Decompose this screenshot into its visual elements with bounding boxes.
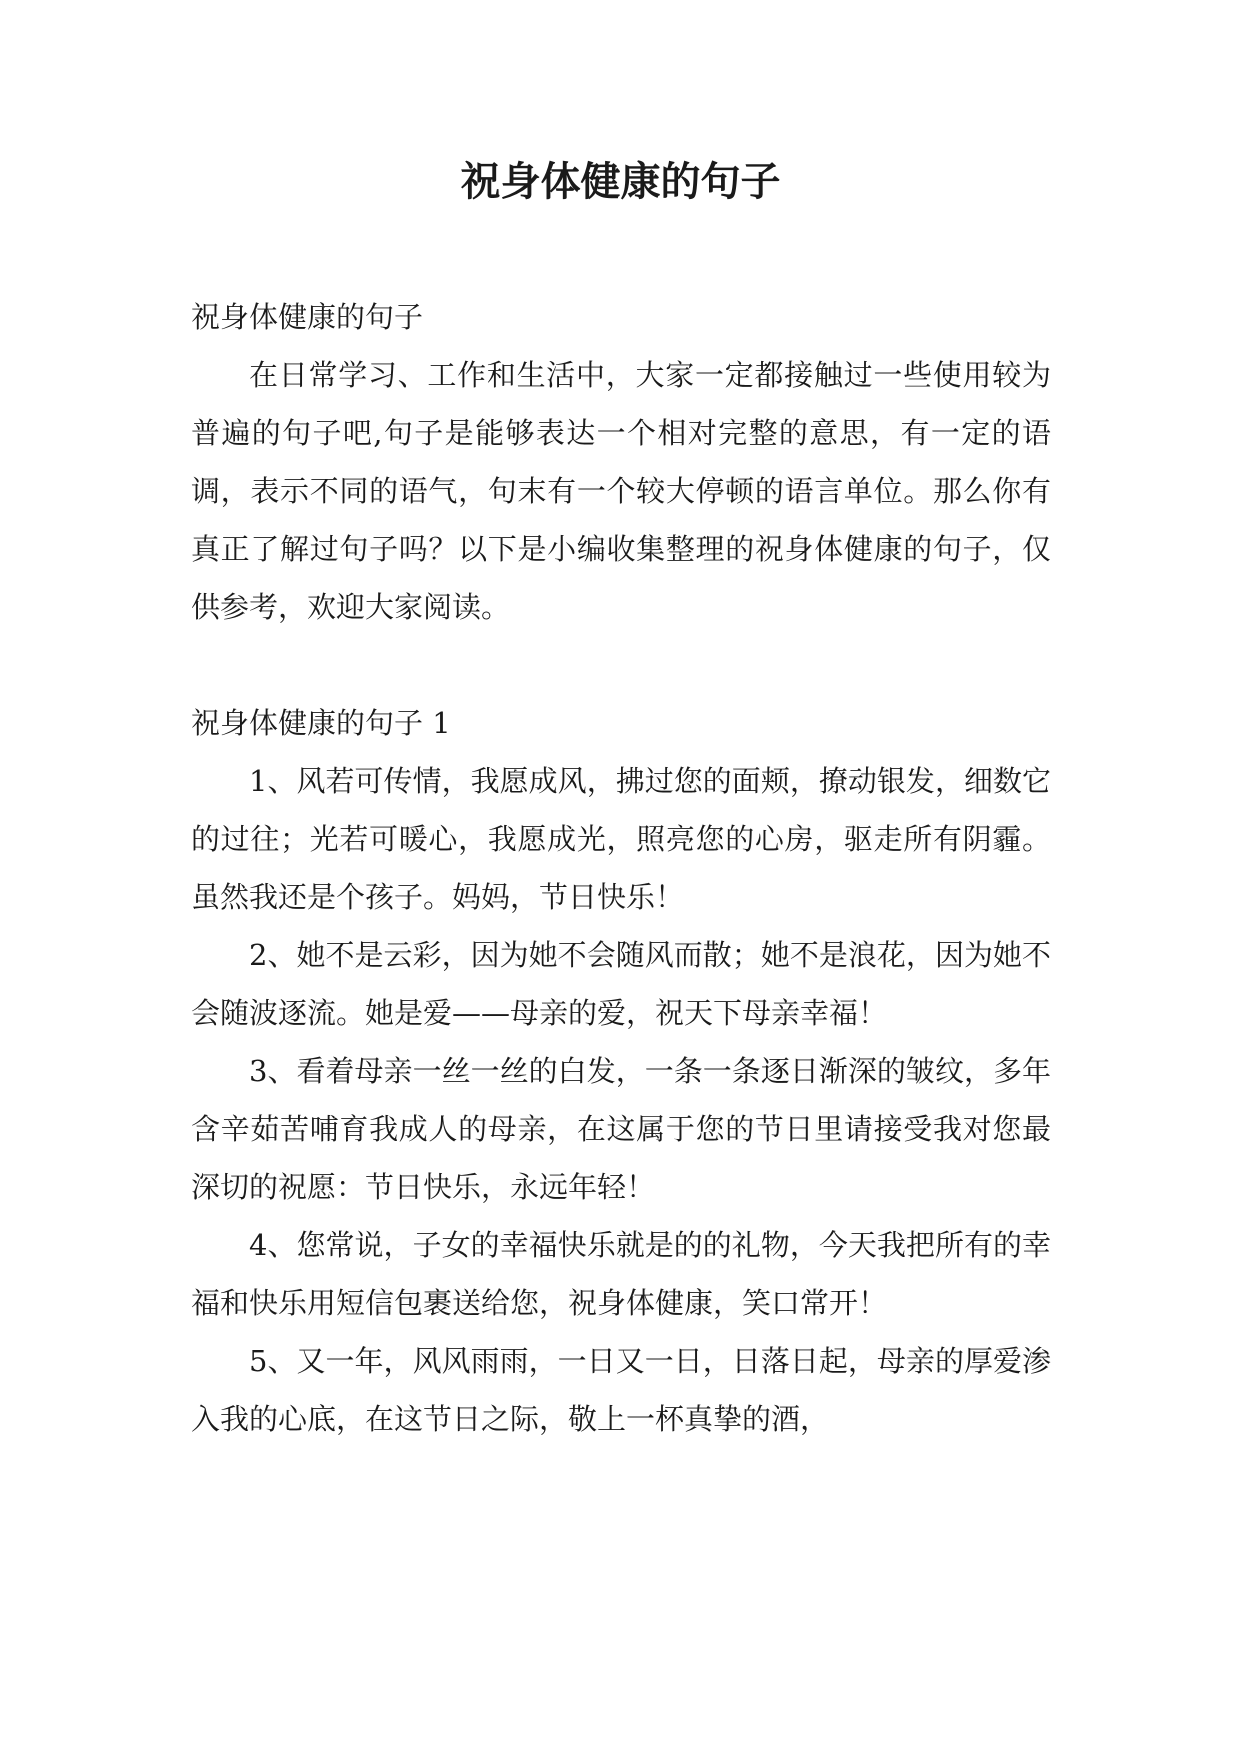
- intro-heading: 祝身体健康的句子: [191, 300, 424, 334]
- document-title: 祝身体健康的句子: [460, 159, 781, 205]
- document-body: [191, 288, 1051, 1448]
- list-item: 4、您常说，子女的幸福快乐就是的的礼物，今天我把所有的幸福和快乐用短信包裹送给您，祝身体健康，笑口常开！: [191, 1228, 1051, 1320]
- intro-paragraph: 在日常学习、工作和生活中，大家一定都接触过一些使用较为普遍的句子吧,句子是能够表达一个相对完整的意思，有一定的语调，表示不同的语气，句末有一个较大停顿的语言单位。那么你有真正了解过句子吗？以下是小编收集整理的祝身体健康的句子，仅供参考，欢迎大家阅读。: [191, 358, 1051, 624]
- list-item: 2、她不是云彩，因为她不会随风而散；她不是浪花，因为她不会随波逐流。她是爱——母亲的爱，祝天下母亲幸福！: [191, 938, 1051, 1030]
- section-heading: 祝身体健康的句子 1: [191, 706, 451, 740]
- list-item: 1、风若可传情，我愿成风，拂过您的面颊，撩动银发，细数它的过往；光若可暖心，我愿成光，照亮您的心房，驱走所有阴霾。虽然我还是个孩子。妈妈，节日快乐！: [191, 764, 1051, 914]
- list-item: 5、又一年，风风雨雨，一日又一日，日落日起，母亲的厚爱渗入我的心底，在这节日之际，敬上一杯真挚的酒，: [191, 1344, 1051, 1436]
- list-item: 3、看着母亲一丝一丝的白发，一条一条逐日渐深的皱纹，多年含辛茹苦哺育我成人的母亲，在这属于您的节日里请接受我对您最深切的祝愿：节日快乐，永远年轻！: [191, 1054, 1051, 1204]
